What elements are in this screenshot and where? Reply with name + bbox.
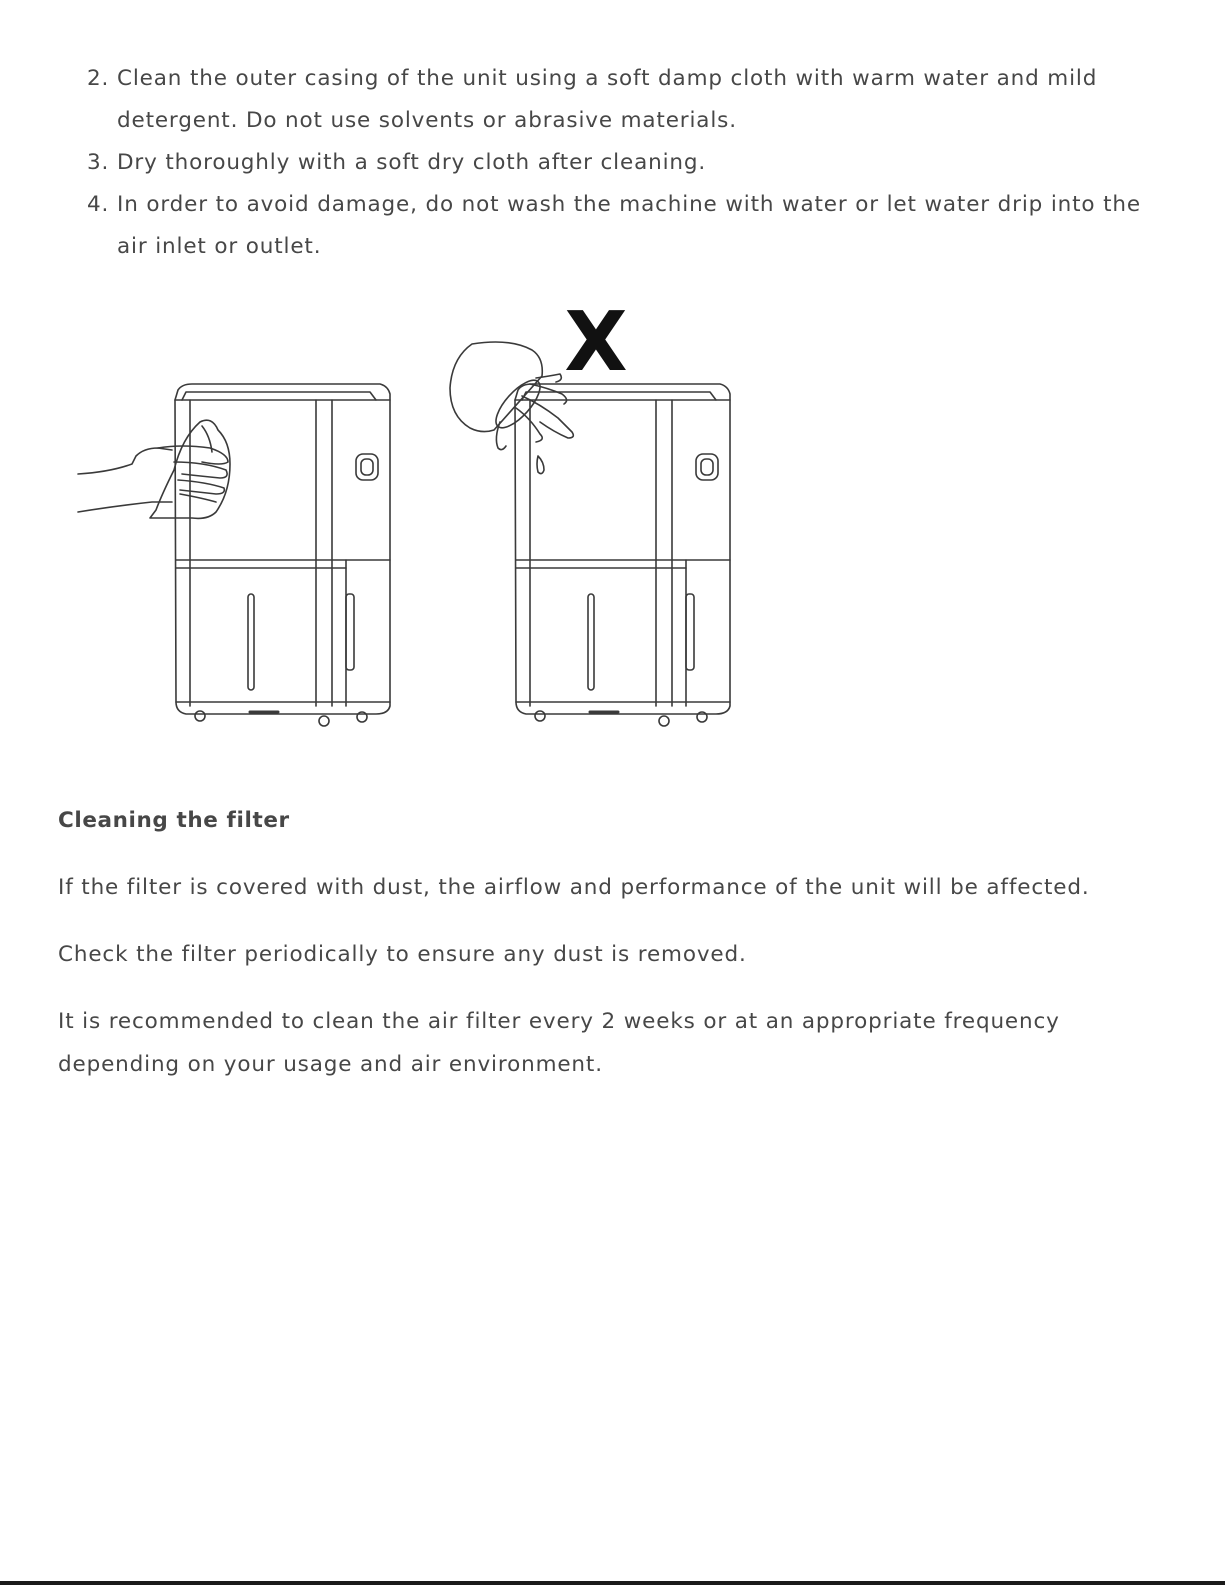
paragraph: It is recommended to clean the air filter every 2 weeks or at an appropriate frequency depending on your usage and air environment. [58, 1009, 1060, 1077]
list-item [58, 142, 1178, 184]
right-dehumidifier [515, 384, 730, 726]
step-number: 3. [87, 150, 110, 175]
step-number: 4. [87, 192, 110, 217]
wrong-x-mark: X [564, 296, 628, 390]
dehumidifier-illustration [70, 296, 760, 736]
paragraph: If the filter is covered with dust, the airflow and performance of the unit will be affected. [58, 875, 1090, 900]
step-text: Clean the outer casing of the unit using a soft damp cloth with warm water and mild detergent. Do not use solvents or abrasive materials. [117, 66, 1098, 133]
step-number: 2. [87, 66, 110, 91]
cleaning-illustration [70, 296, 760, 736]
step-text: In order to avoid damage, do not wash the machine with water or let water drip into the air inlet or outlet. [117, 192, 1141, 259]
page-bottom-border [0, 1581, 1225, 1585]
hand-wiping-icon [78, 420, 230, 518]
pouring-cup-icon [450, 342, 573, 474]
list-item [58, 58, 1178, 142]
section-heading: Cleaning the filter [58, 808, 290, 833]
list-item [58, 184, 1178, 268]
paragraph: Check the filter periodically to ensure any dust is removed. [58, 942, 747, 967]
cleaning-steps-list [58, 58, 1178, 268]
step-text: Dry thoroughly with a soft dry cloth after cleaning. [117, 150, 707, 175]
